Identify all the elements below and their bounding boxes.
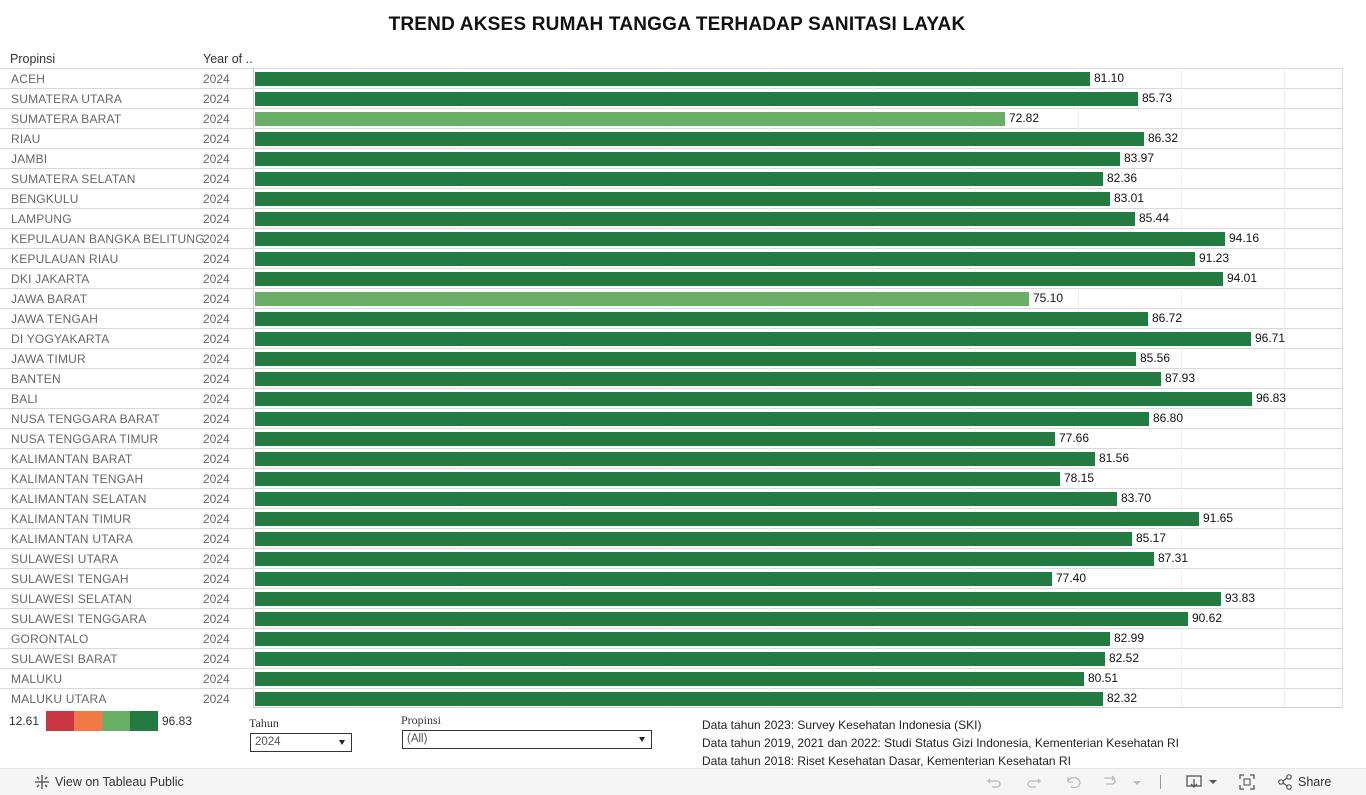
year-label: 2024 [203, 72, 230, 86]
bar-nusa-tenggara-barat[interactable] [255, 412, 1149, 426]
share-icon[interactable] [1276, 773, 1294, 791]
year-label: 2024 [203, 472, 230, 486]
province-label: NUSA TENGGARA TIMUR [11, 432, 159, 446]
province-label: KALIMANTAN TIMUR [11, 512, 132, 526]
year-label: 2024 [203, 332, 230, 346]
legend-swatch-dark-green [130, 711, 158, 731]
bar-value-label: 96.83 [1256, 391, 1287, 405]
province-label: DI YOGYAKARTA [11, 332, 110, 346]
bar-jawa-barat[interactable] [255, 292, 1029, 306]
year-label: 2024 [203, 512, 230, 526]
bar-maluku-utara[interactable] [255, 692, 1103, 706]
bar-value-label: 86.72 [1152, 311, 1183, 325]
year-label: 2024 [203, 452, 230, 466]
year-filter-label: Tahun [249, 716, 279, 730]
province-label: KEPULAUAN BANGKA BELITUNG [11, 232, 205, 246]
bar-value-label: 87.31 [1158, 551, 1189, 565]
gridline [1284, 68, 1285, 707]
province-label: ACEH [11, 72, 46, 86]
view-on-tableau-link[interactable]: View on Tableau Public [55, 775, 184, 789]
bar-bali[interactable] [255, 392, 1252, 406]
bar-nusa-tenggara-timur[interactable] [255, 432, 1055, 446]
legend-min-label: 12.61 [9, 714, 40, 728]
year-label: 2024 [203, 152, 230, 166]
toolbar-divider [1160, 775, 1161, 789]
bar-sulawesi-tengah[interactable] [255, 572, 1052, 586]
chart-title: TREND AKSES RUMAH TANGGA TERHADAP SANITASI LAYAK [388, 14, 966, 35]
bar-kalimantan-utara[interactable] [255, 532, 1132, 546]
province-label: JAWA TENGAH [11, 312, 99, 326]
year-label: 2024 [203, 692, 230, 706]
year-label: 2024 [203, 672, 230, 686]
bar-lampung[interactable] [255, 212, 1135, 226]
chevron-down-icon[interactable] [1204, 773, 1222, 791]
year-label: 2024 [203, 592, 230, 606]
legend-swatch-orange [74, 711, 102, 731]
province-label: SULAWESI TENGGARA [11, 612, 147, 626]
bar-value-label: 87.93 [1165, 371, 1196, 385]
province-label: JAWA TIMUR [11, 352, 86, 366]
year-label: 2024 [203, 172, 230, 186]
year-label: 2024 [203, 112, 230, 126]
province-label: JAMBI [11, 152, 48, 166]
province-filter-value: (All) [407, 733, 428, 745]
province-label: SULAWESI TENGAH [11, 572, 129, 586]
revert-icon[interactable] [1064, 773, 1082, 791]
bar-kalimantan-selatan[interactable] [255, 492, 1117, 506]
bar-value-label: 90.62 [1192, 611, 1223, 625]
year-label: 2024 [203, 652, 230, 666]
bar-value-label: 81.10 [1094, 71, 1125, 85]
bar-value-label: 81.56 [1099, 451, 1130, 465]
province-label: NUSA TENGGARA BARAT [11, 412, 160, 426]
province-label: RIAU [11, 132, 41, 146]
legend-swatch-red [46, 711, 74, 731]
year-label: 2024 [203, 92, 230, 106]
bar-banten[interactable] [255, 372, 1161, 386]
year-label: 2024 [203, 392, 230, 406]
bar-value-label: 85.17 [1136, 531, 1167, 545]
bar-value-label: 85.44 [1139, 211, 1170, 225]
bar-value-label: 83.97 [1124, 151, 1155, 165]
bar-dki-jakarta[interactable] [255, 272, 1223, 286]
province-filter-label: Propinsi [401, 713, 442, 727]
bar-value-label: 72.82 [1009, 111, 1040, 125]
bar-riau[interactable] [255, 132, 1144, 146]
year-label: 2024 [203, 192, 230, 206]
province-label: SUMATERA BARAT [11, 112, 122, 126]
bar-value-label: 77.40 [1056, 571, 1087, 585]
chevron-down-icon [639, 737, 645, 742]
year-label: 2024 [203, 132, 230, 146]
year-label: 2024 [203, 232, 230, 246]
bar-kepulauan-riau[interactable] [255, 252, 1195, 266]
bar-value-label: 96.71 [1255, 331, 1286, 345]
province-label: JAWA BARAT [11, 292, 88, 306]
legend-swatch-light-green [102, 711, 130, 731]
bar-value-label: 86.80 [1153, 411, 1184, 425]
column-header-province[interactable]: Propinsi [10, 52, 56, 66]
year-label: 2024 [203, 312, 230, 326]
note-line: Data tahun 2019, 2021 dan 2022: Studi Status Gizi Indonesia, Kementerian Kesehatan RI [702, 736, 1179, 750]
bar-value-label: 80.51 [1088, 671, 1119, 685]
year-label: 2024 [203, 632, 230, 646]
bar-value-label: 94.16 [1229, 231, 1260, 245]
bar-kalimantan-timur[interactable] [255, 512, 1199, 526]
legend-max-label: 96.83 [162, 714, 193, 728]
bar-di-yogyakarta[interactable] [255, 332, 1251, 346]
province-label: SUMATERA UTARA [11, 92, 123, 106]
year-filter-value: 2024 [255, 736, 281, 748]
province-label: KALIMANTAN UTARA [11, 532, 134, 546]
year-label: 2024 [203, 412, 230, 426]
bar-kalimantan-barat[interactable] [255, 452, 1095, 466]
province-label: KALIMANTAN BARAT [11, 452, 133, 466]
province-label: KALIMANTAN SELATAN [11, 492, 147, 506]
bar-value-label: 75.10 [1033, 291, 1064, 305]
bar-sulawesi-barat[interactable] [255, 652, 1105, 666]
bar-value-label: 82.32 [1107, 691, 1138, 705]
province-label: GORONTALO [11, 632, 89, 646]
bar-sumatera-utara[interactable] [255, 92, 1138, 106]
province-label: MALUKU [11, 672, 63, 686]
bar-jawa-timur[interactable] [255, 352, 1136, 366]
year-label: 2024 [203, 252, 230, 266]
bar-value-label: 93.83 [1225, 591, 1256, 605]
bar-gorontalo[interactable] [255, 632, 1110, 646]
bar-value-label: 91.65 [1203, 511, 1234, 525]
province-filter-dropdown[interactable] [402, 730, 652, 749]
bar-value-label: 85.73 [1142, 91, 1173, 105]
refresh-icon[interactable] [1100, 773, 1118, 791]
province-label: SUMATERA SELATAN [11, 172, 136, 186]
bar-sumatera-barat[interactable] [255, 112, 1005, 126]
bar-value-label: 86.32 [1148, 131, 1179, 145]
province-label: BALI [11, 392, 38, 406]
tableau-toolbar [0, 768, 1366, 795]
bar-sulawesi-selatan[interactable] [255, 592, 1221, 606]
province-label: SULAWESI UTARA [11, 552, 119, 566]
bar-value-label: 83.70 [1121, 491, 1152, 505]
download-icon[interactable] [1185, 773, 1203, 791]
pause-dropdown-icon[interactable] [1128, 773, 1146, 791]
year-label: 2024 [203, 272, 230, 286]
province-label: DKI JAKARTA [11, 272, 90, 286]
bar-value-label: 94.01 [1227, 271, 1258, 285]
bar-sumatera-selatan[interactable] [255, 172, 1103, 186]
year-label: 2024 [203, 492, 230, 506]
bar-kalimantan-tengah[interactable] [255, 472, 1060, 486]
year-label: 2024 [203, 532, 230, 546]
chevron-down-icon [339, 740, 345, 745]
bar-value-label: 82.52 [1109, 651, 1140, 665]
column-header-year[interactable]: Year of .. [203, 52, 253, 66]
province-label: KALIMANTAN TENGAH [11, 472, 144, 486]
redo-icon[interactable] [1025, 773, 1043, 791]
bar-bengkulu[interactable] [255, 192, 1110, 206]
province-label: SULAWESI BARAT [11, 652, 118, 666]
bar-value-label: 82.99 [1114, 631, 1145, 645]
province-label: SULAWESI SELATAN [11, 592, 133, 606]
year-label: 2024 [203, 352, 230, 366]
bar-value-label: 83.01 [1114, 191, 1145, 205]
note-line: Data tahun 2018: Riset Kesehatan Dasar, Kementerian Kesehatan RI [702, 754, 1071, 768]
undo-icon[interactable] [985, 773, 1003, 791]
bar-plot-area [253, 68, 1343, 708]
bar-sulawesi-utara[interactable] [255, 552, 1154, 566]
province-label: MALUKU UTARA [11, 692, 107, 706]
bar-maluku[interactable] [255, 672, 1084, 686]
year-label: 2024 [203, 612, 230, 626]
bar-jawa-tengah[interactable] [255, 312, 1148, 326]
province-label: BANTEN [11, 372, 61, 386]
bar-sulawesi-tenggara[interactable] [255, 612, 1188, 626]
bar-value-label: 82.36 [1107, 171, 1138, 185]
data-source-notes [702, 716, 1179, 770]
year-label: 2024 [203, 572, 230, 586]
share-button[interactable]: Share [1298, 775, 1332, 789]
tableau-logo-icon [33, 773, 51, 791]
bar-aceh[interactable] [255, 72, 1090, 86]
year-label: 2024 [203, 212, 230, 226]
bar-kepulauan-bangka-belitung[interactable] [255, 232, 1225, 246]
year-label: 2024 [203, 292, 230, 306]
year-label: 2024 [203, 552, 230, 566]
bar-value-label: 78.15 [1064, 471, 1095, 485]
year-label: 2024 [203, 372, 230, 386]
province-label: BENGKULU [11, 192, 79, 206]
note-line: Data tahun 2023: Survey Kesehatan Indonesia (SKI) [702, 718, 982, 732]
fullscreen-icon[interactable] [1238, 773, 1256, 791]
bar-value-label: 85.56 [1140, 351, 1171, 365]
province-label: KEPULAUAN RIAU [11, 252, 119, 266]
bar-value-label: 77.66 [1059, 431, 1090, 445]
year-label: 2024 [203, 432, 230, 446]
year-filter-dropdown[interactable] [250, 733, 352, 752]
province-label: LAMPUNG [11, 212, 72, 226]
bar-value-label: 91.23 [1199, 251, 1230, 265]
bar-jambi[interactable] [255, 152, 1120, 166]
